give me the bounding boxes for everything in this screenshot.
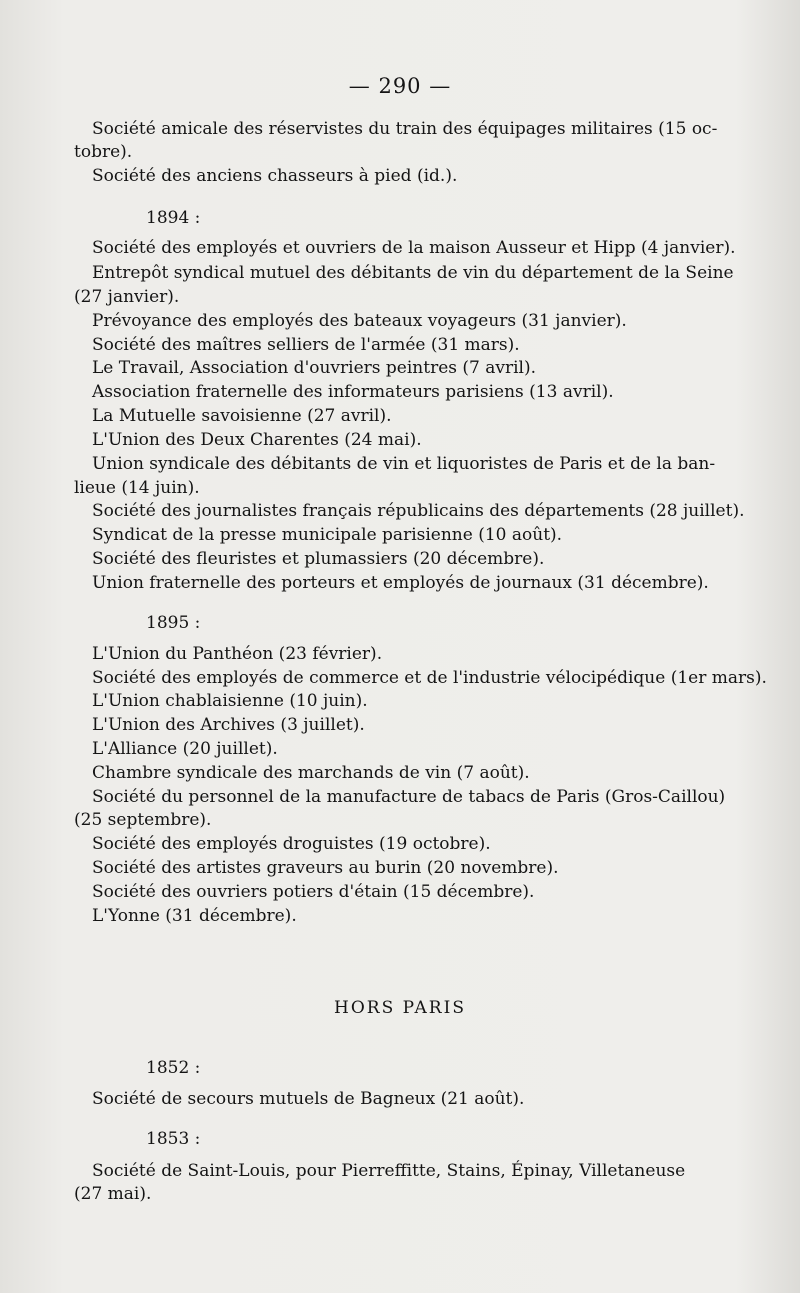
text-line: Union fraternelle des porteurs et employés de journaux (31 décembre). bbox=[92, 573, 709, 593]
text-line: L'Union des Archives (3 juillet). bbox=[92, 715, 365, 735]
text-line: L'Alliance (20 juillet). bbox=[92, 739, 278, 759]
text-line: L'Union des Deux Charentes (24 mai). bbox=[92, 430, 422, 450]
text-line: Société des employés de commerce et de l'industrie vélocipédique (1er mars). bbox=[92, 668, 767, 688]
text-line: Société des employés et ouvriers de la maison Ausseur et Hipp (4 janvier). bbox=[92, 238, 736, 258]
text-line: Chambre syndicale des marchands de vin (7 août). bbox=[92, 763, 530, 783]
text-line: Société des journalistes français républicains des départements (28 juillet). bbox=[92, 501, 745, 521]
text-line: Société des ouvriers potiers d'étain (15 décembre). bbox=[92, 882, 535, 902]
text-line: Société des artistes graveurs au burin (20 novembre). bbox=[92, 858, 559, 878]
text-line: Société des anciens chasseurs à pied (id.). bbox=[92, 166, 458, 186]
text-line: Entrepôt syndical mutuel des débitants de vin du département de la Seine bbox=[92, 263, 734, 283]
text-line: Prévoyance des employés des bateaux voyageurs (31 janvier). bbox=[92, 311, 627, 331]
text-line: (27 janvier). bbox=[74, 287, 180, 307]
year-heading: 1894 : bbox=[146, 208, 201, 228]
text-line: Société des maîtres selliers de l'armée (31 mars). bbox=[92, 335, 520, 355]
text-line: lieue (14 juin). bbox=[74, 478, 200, 498]
text-line: Syndicat de la presse municipale parisienne (10 août). bbox=[92, 525, 563, 545]
text-line: Société de secours mutuels de Bagneux (21 août). bbox=[92, 1089, 525, 1109]
text-line: L'Union du Panthéon (23 février). bbox=[92, 644, 383, 664]
text-line: Association fraternelle des informateurs parisiens (13 avril). bbox=[92, 382, 614, 402]
text-line: Société du personnel de la manufacture de tabacs de Paris (Gros-Caillou) bbox=[92, 787, 726, 807]
text-line: Le Travail, Association d'ouvriers peintres (7 avril). bbox=[92, 358, 537, 378]
section-title: HORS PARIS bbox=[334, 998, 466, 1018]
year-heading: 1895 : bbox=[146, 613, 201, 633]
text-line: L'Yonne (31 décembre). bbox=[92, 906, 297, 926]
text-line: Société de Saint-Louis, pour Pierreffitte, Stains, Épinay, Villetaneuse bbox=[92, 1161, 686, 1181]
text-line: Société amicale des réservistes du train des équipages militaires (15 oc- bbox=[92, 119, 718, 139]
text-line: La Mutuelle savoisienne (27 avril). bbox=[92, 406, 392, 426]
text-line: (27 mai). bbox=[74, 1184, 152, 1204]
text-line: Société des fleuristes et plumassiers (20 décembre). bbox=[92, 549, 545, 569]
text-line: Société des employés droguistes (19 octobre). bbox=[92, 834, 491, 854]
page-number: — 290 — bbox=[348, 74, 452, 98]
text-line: tobre). bbox=[74, 142, 133, 162]
year-heading: 1853 : bbox=[146, 1129, 201, 1149]
text-line: Union syndicale des débitants de vin et liquoristes de Paris et de la ban- bbox=[92, 454, 716, 474]
year-heading: 1852 : bbox=[146, 1058, 201, 1078]
text-line: (25 septembre). bbox=[74, 810, 212, 830]
text-line: L'Union chablaisienne (10 juin). bbox=[92, 691, 368, 711]
